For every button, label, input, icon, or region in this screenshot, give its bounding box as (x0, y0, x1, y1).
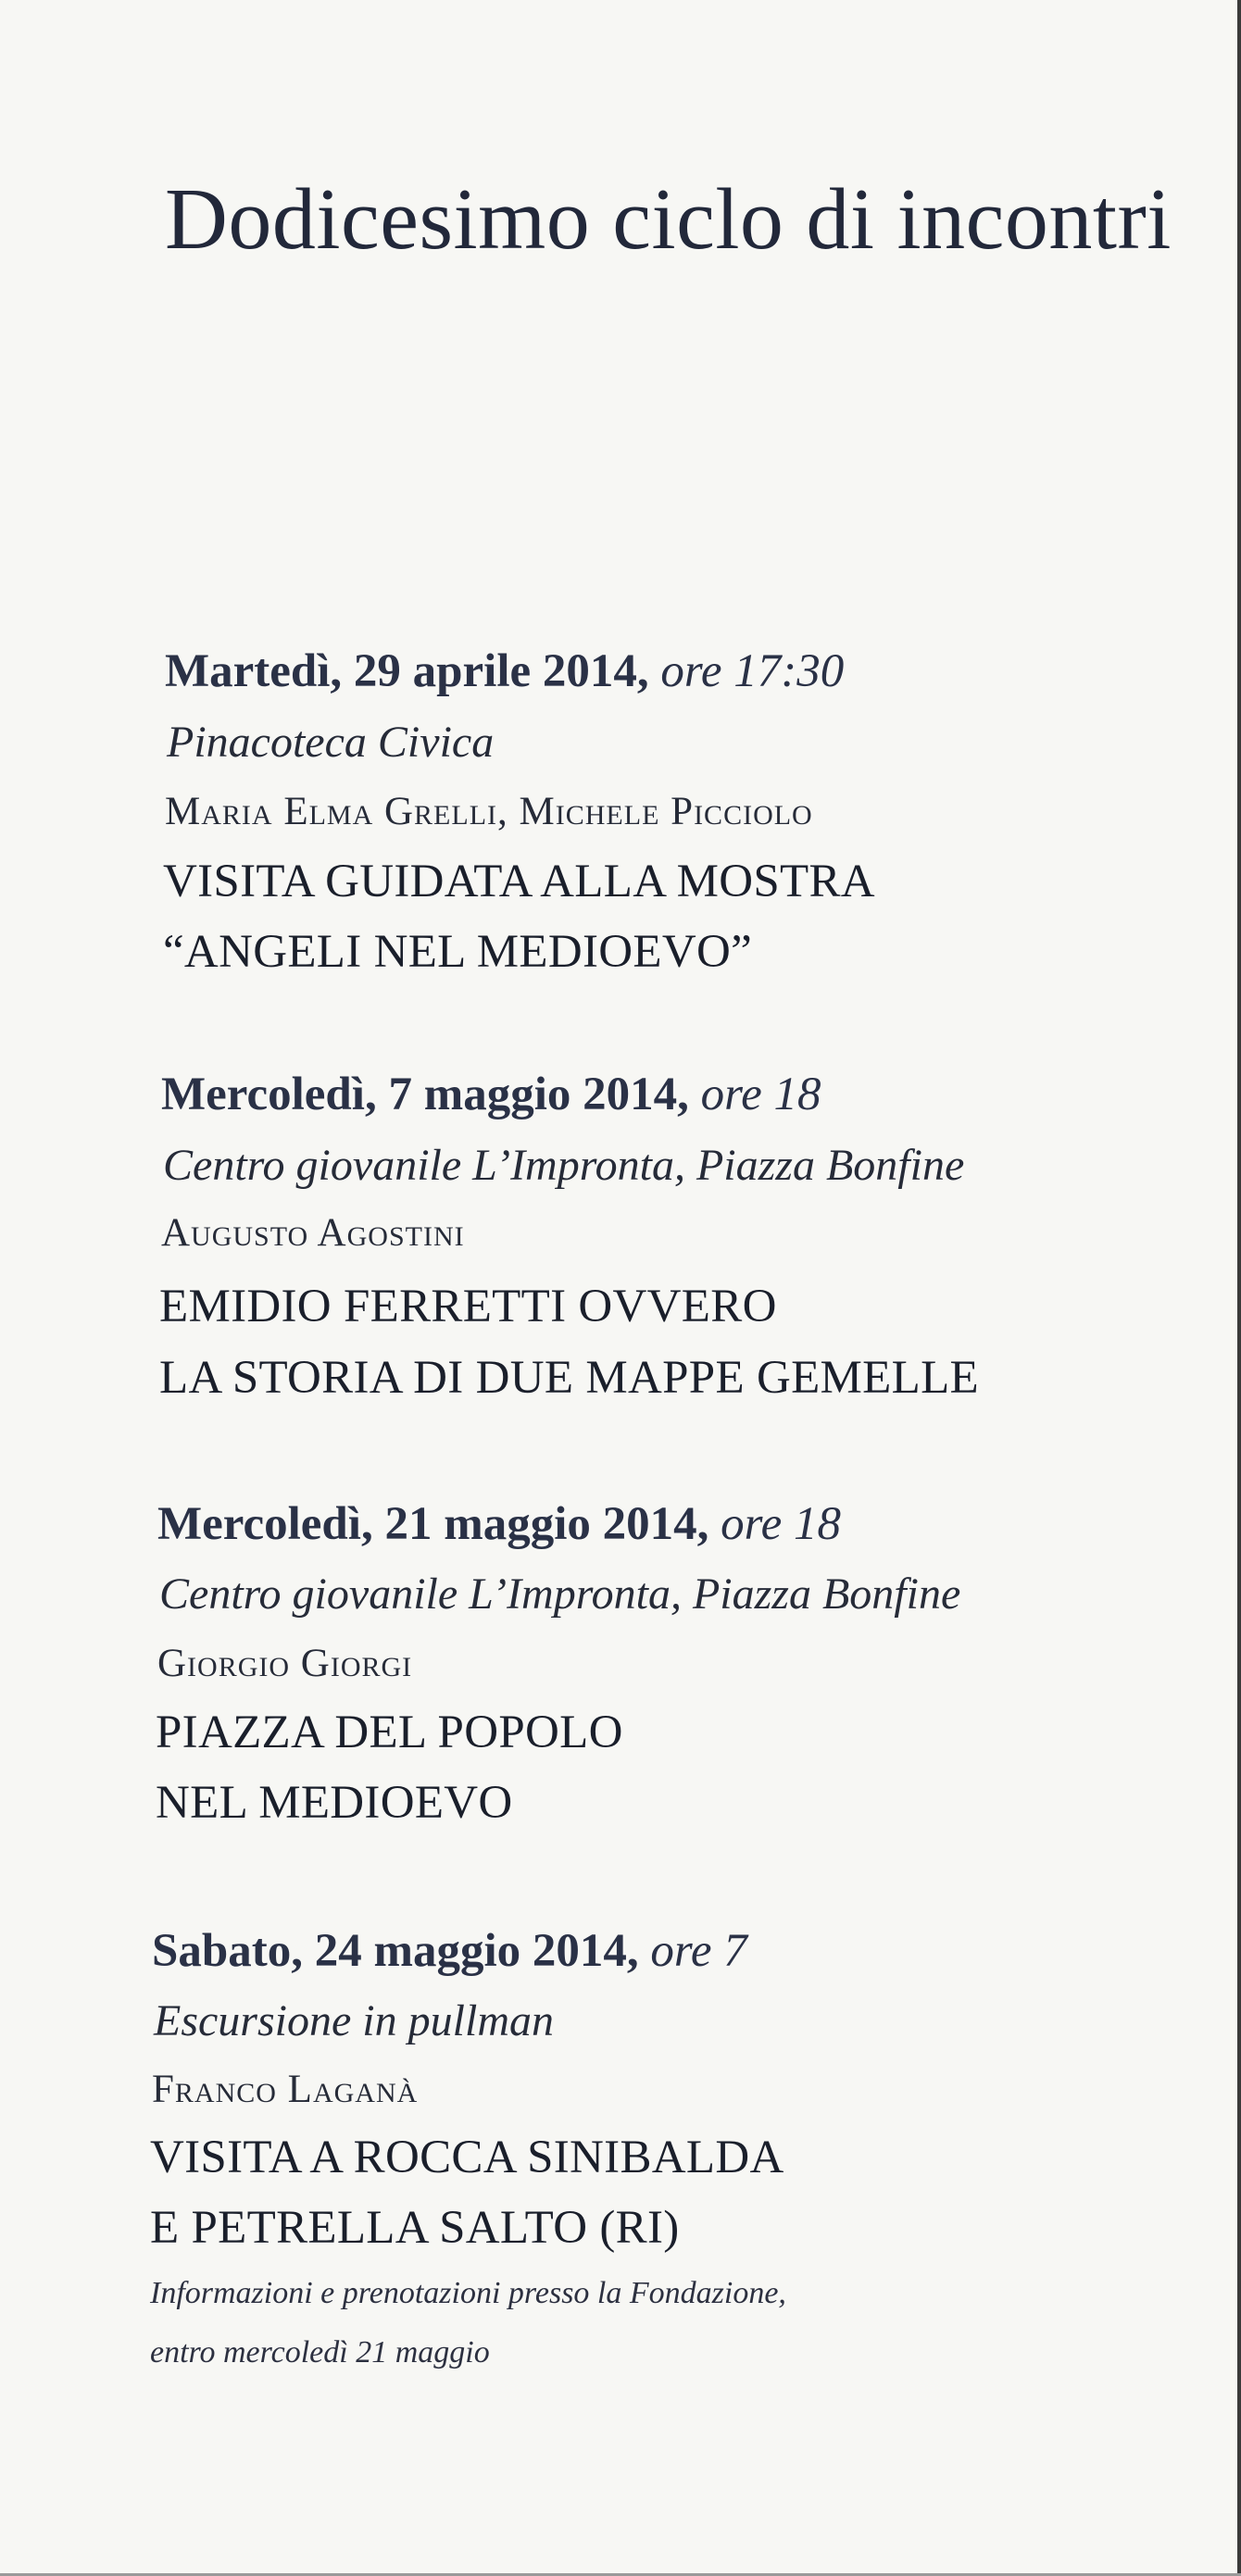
event-speakers: Giorgio Giorgi (157, 1642, 413, 1685)
event-venue: Escursione in pullman (154, 1996, 554, 2045)
event-talk-title-line-1: EMIDIO FERRETTI OVVERO (159, 1281, 777, 1332)
event-time: ore 18 (700, 1069, 821, 1120)
event-talk-title-line-2: E PETRELLA SALTO (RI) (150, 2202, 680, 2254)
event-venue: Centro giovanile L’Impronta, Piazza Bonfine (163, 1141, 965, 1190)
event-talk-title-line-1: VISITA A ROCCA SINIBALDA (150, 2132, 784, 2183)
event-venue: Pinacoteca Civica (167, 718, 495, 767)
event-date: Sabato, 24 maggio 2014, ore 7 (152, 1925, 747, 1977)
event-time: ore 7 (650, 1925, 747, 1977)
event-speakers: Franco Laganà (152, 2068, 419, 2111)
event-talk-title-line-2: LA STORIA DI DUE MAPPE GEMELLE (159, 1352, 979, 1404)
event-note-line-1: Informazioni e prenotazioni presso la Fondazione, (150, 2276, 786, 2310)
event-time: ore 18 (721, 1498, 841, 1550)
event-talk-title-line-1: VISITA GUIDATA ALLA MOSTRA (163, 856, 875, 907)
event-speakers: Augusto Agostini (161, 1211, 465, 1255)
event-venue: Centro giovanile L’Impronta, Piazza Bonfine (159, 1569, 961, 1619)
event-speakers: Maria Elma Grelli, Michele Picciolo (165, 790, 813, 833)
event-note-line-2: entro mercoledì 21 maggio (150, 2335, 490, 2370)
page-title: Dodicesimo ciclo di incontri (165, 171, 1172, 268)
event-date: Mercoledì, 21 maggio 2014, ore 18 (157, 1498, 841, 1550)
event-talk-title-line-1: PIAZZA DEL POPOLO (156, 1707, 623, 1758)
event-talk-title-line-2: NEL MEDIOEVO (156, 1777, 513, 1829)
page-right-edge (1237, 0, 1241, 2576)
event-talk-title-line-2: “ANGELI NEL MEDIOEVO” (163, 926, 753, 978)
event-time: ore 17:30 (660, 645, 845, 697)
event-date: Mercoledì, 7 maggio 2014, ore 18 (161, 1069, 821, 1120)
event-date: Martedì, 29 aprile 2014, ore 17:30 (165, 645, 845, 697)
